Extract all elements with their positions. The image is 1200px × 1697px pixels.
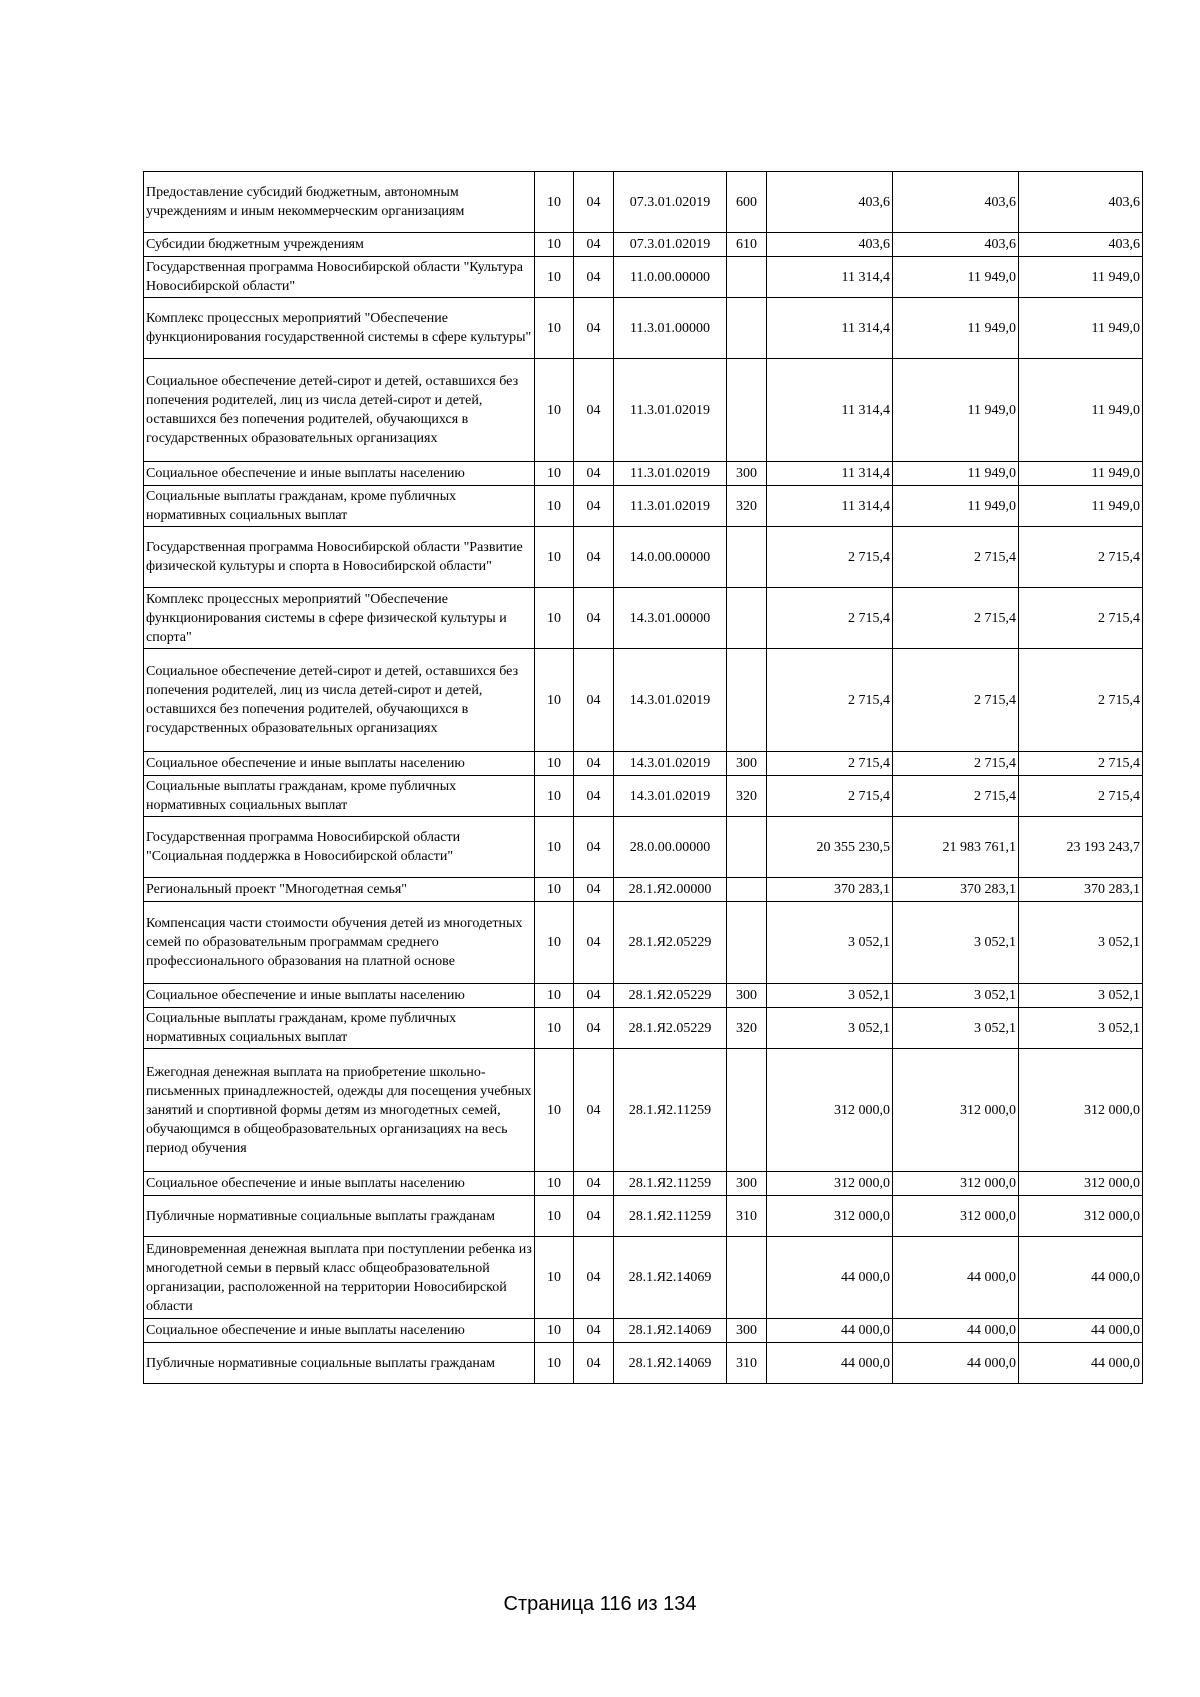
row-section: 10 — [535, 1172, 574, 1196]
row-name: Единовременная денежная выплата при поступлении ребенка из многодетной семьи в первый класс общеобразовательной организации, расположенной на территории Новосибирской области — [144, 1237, 535, 1319]
row-expense-type: 300 — [727, 462, 767, 486]
row-amount-year-1: 11 314,4 — [767, 462, 893, 486]
row-expense-type — [727, 359, 767, 462]
row-amount-year-3: 403,6 — [1019, 233, 1143, 257]
row-amount-year-1: 44 000,0 — [767, 1343, 893, 1384]
row-name: Государственная программа Новосибирской области "Развитие физической культуры и спорта в Новосибирской области" — [144, 527, 535, 588]
row-expense-type: 310 — [727, 1343, 767, 1384]
row-expense-type: 300 — [727, 1172, 767, 1196]
row-name: Социальное обеспечение и иные выплаты населению — [144, 462, 535, 486]
row-expense-type: 610 — [727, 233, 767, 257]
row-amount-year-2: 11 949,0 — [893, 359, 1019, 462]
row-amount-year-2: 21 983 761,1 — [893, 817, 1019, 878]
table-row — [144, 257, 1143, 298]
row-amount-year-3: 11 949,0 — [1019, 359, 1143, 462]
row-target-code: 11.3.01.02019 — [614, 486, 727, 527]
row-name: Социальное обеспечение детей-сирот и детей, оставшихся без попечения родителей, лиц из числа детей-сирот и детей, оставшихся без попечения родителей, обучающихся в государственных образовательных организациях — [144, 649, 535, 752]
row-subsection: 04 — [574, 298, 614, 359]
row-amount-year-2: 2 715,4 — [893, 649, 1019, 752]
row-amount-year-2: 3 052,1 — [893, 902, 1019, 984]
row-subsection: 04 — [574, 1196, 614, 1237]
row-amount-year-3: 3 052,1 — [1019, 902, 1143, 984]
row-expense-type — [727, 1049, 767, 1172]
table-row — [144, 172, 1143, 233]
row-amount-year-3: 312 000,0 — [1019, 1049, 1143, 1172]
row-name: Государственная программа Новосибирской области "Культура Новосибирской области" — [144, 257, 535, 298]
table-row — [144, 817, 1143, 878]
row-amount-year-2: 11 949,0 — [893, 486, 1019, 527]
row-section: 10 — [535, 172, 574, 233]
row-amount-year-3: 403,6 — [1019, 172, 1143, 233]
row-amount-year-3: 11 949,0 — [1019, 257, 1143, 298]
row-subsection: 04 — [574, 257, 614, 298]
row-name: Комплекс процессных мероприятий "Обеспечение функционирования государственной системы в сфере культуры" — [144, 298, 535, 359]
row-name: Публичные нормативные социальные выплаты гражданам — [144, 1196, 535, 1237]
row-amount-year-3: 44 000,0 — [1019, 1343, 1143, 1384]
row-amount-year-3: 23 193 243,7 — [1019, 817, 1143, 878]
row-target-code: 07.3.01.02019 — [614, 172, 727, 233]
table-row — [144, 984, 1143, 1008]
row-target-code: 14.0.00.00000 — [614, 527, 727, 588]
row-amount-year-3: 312 000,0 — [1019, 1172, 1143, 1196]
row-target-code: 14.3.01.00000 — [614, 588, 727, 649]
row-name: Компенсация части стоимости обучения детей из многодетных семей по образовательным программам среднего профессионального образования на платной основе — [144, 902, 535, 984]
table-row — [144, 649, 1143, 752]
row-expense-type — [727, 527, 767, 588]
row-amount-year-2: 11 949,0 — [893, 257, 1019, 298]
row-amount-year-3: 2 715,4 — [1019, 527, 1143, 588]
row-amount-year-2: 44 000,0 — [893, 1237, 1019, 1319]
row-amount-year-2: 312 000,0 — [893, 1196, 1019, 1237]
table-row — [144, 486, 1143, 527]
row-amount-year-1: 2 715,4 — [767, 649, 893, 752]
row-amount-year-1: 370 283,1 — [767, 878, 893, 902]
row-target-code: 28.1.Я2.11259 — [614, 1172, 727, 1196]
row-expense-type — [727, 817, 767, 878]
row-amount-year-2: 3 052,1 — [893, 984, 1019, 1008]
row-amount-year-1: 3 052,1 — [767, 1008, 893, 1049]
row-expense-type — [727, 257, 767, 298]
row-amount-year-1: 2 715,4 — [767, 527, 893, 588]
table-row — [144, 1172, 1143, 1196]
row-expense-type: 320 — [727, 1008, 767, 1049]
row-subsection: 04 — [574, 878, 614, 902]
row-subsection: 04 — [574, 776, 614, 817]
row-section: 10 — [535, 588, 574, 649]
row-subsection: 04 — [574, 1319, 614, 1343]
row-amount-year-1: 3 052,1 — [767, 984, 893, 1008]
row-section: 10 — [535, 984, 574, 1008]
row-amount-year-3: 370 283,1 — [1019, 878, 1143, 902]
row-amount-year-2: 3 052,1 — [893, 1008, 1019, 1049]
row-name: Социальное обеспечение детей-сирот и детей, оставшихся без попечения родителей, лиц из числа детей-сирот и детей, оставшихся без попечения родителей, обучающихся в государственных образовательных организациях — [144, 359, 535, 462]
table-row — [144, 233, 1143, 257]
row-expense-type — [727, 878, 767, 902]
row-section: 10 — [535, 1343, 574, 1384]
row-target-code: 28.1.Я2.05229 — [614, 1008, 727, 1049]
row-section: 10 — [535, 878, 574, 902]
row-amount-year-2: 2 715,4 — [893, 776, 1019, 817]
table-row — [144, 1319, 1143, 1343]
row-subsection: 04 — [574, 233, 614, 257]
row-name: Социальные выплаты гражданам, кроме публичных нормативных социальных выплат — [144, 486, 535, 527]
row-amount-year-1: 20 355 230,5 — [767, 817, 893, 878]
row-target-code: 07.3.01.02019 — [614, 233, 727, 257]
row-section: 10 — [535, 776, 574, 817]
row-section: 10 — [535, 1319, 574, 1343]
row-section: 10 — [535, 902, 574, 984]
row-amount-year-2: 312 000,0 — [893, 1172, 1019, 1196]
row-amount-year-3: 2 715,4 — [1019, 752, 1143, 776]
row-target-code: 28.1.Я2.11259 — [614, 1196, 727, 1237]
table-row — [144, 462, 1143, 486]
row-amount-year-3: 3 052,1 — [1019, 984, 1143, 1008]
table-row — [144, 359, 1143, 462]
row-name: Ежегодная денежная выплата на приобретение школьно-письменных принадлежностей, одежды для посещения учебных занятий и спортивной формы детям из многодетных семей, обучающимся в общеобразовательных организациях на весь период обучения — [144, 1049, 535, 1172]
row-section: 10 — [535, 486, 574, 527]
row-target-code: 28.1.Я2.05229 — [614, 902, 727, 984]
row-expense-type — [727, 588, 767, 649]
row-target-code: 28.0.00.00000 — [614, 817, 727, 878]
row-section: 10 — [535, 752, 574, 776]
row-amount-year-1: 403,6 — [767, 233, 893, 257]
row-target-code: 28.1.Я2.14069 — [614, 1319, 727, 1343]
row-amount-year-2: 44 000,0 — [893, 1343, 1019, 1384]
row-subsection: 04 — [574, 649, 614, 752]
row-amount-year-1: 11 314,4 — [767, 257, 893, 298]
table-row — [144, 1343, 1143, 1384]
row-amount-year-3: 44 000,0 — [1019, 1237, 1143, 1319]
row-amount-year-2: 403,6 — [893, 233, 1019, 257]
row-amount-year-2: 44 000,0 — [893, 1319, 1019, 1343]
row-target-code: 14.3.01.02019 — [614, 649, 727, 752]
row-subsection: 04 — [574, 1237, 614, 1319]
row-amount-year-3: 3 052,1 — [1019, 1008, 1143, 1049]
row-amount-year-2: 11 949,0 — [893, 462, 1019, 486]
row-amount-year-1: 312 000,0 — [767, 1196, 893, 1237]
row-section: 10 — [535, 527, 574, 588]
row-amount-year-2: 2 715,4 — [893, 588, 1019, 649]
row-target-code: 11.3.01.02019 — [614, 462, 727, 486]
row-amount-year-3: 312 000,0 — [1019, 1196, 1143, 1237]
row-subsection: 04 — [574, 1049, 614, 1172]
row-target-code: 28.1.Я2.05229 — [614, 984, 727, 1008]
row-expense-type: 300 — [727, 984, 767, 1008]
row-section: 10 — [535, 359, 574, 462]
row-subsection: 04 — [574, 172, 614, 233]
table-row — [144, 902, 1143, 984]
row-amount-year-2: 2 715,4 — [893, 752, 1019, 776]
row-section: 10 — [535, 649, 574, 752]
row-section: 10 — [535, 298, 574, 359]
row-expense-type — [727, 1237, 767, 1319]
row-section: 10 — [535, 817, 574, 878]
budget-table — [143, 171, 1143, 1384]
row-subsection: 04 — [574, 1343, 614, 1384]
table-row — [144, 527, 1143, 588]
row-name: Социальные выплаты гражданам, кроме публичных нормативных социальных выплат — [144, 776, 535, 817]
row-amount-year-1: 3 052,1 — [767, 902, 893, 984]
table-row — [144, 776, 1143, 817]
row-target-code: 11.3.01.00000 — [614, 298, 727, 359]
row-amount-year-3: 44 000,0 — [1019, 1319, 1143, 1343]
row-subsection: 04 — [574, 359, 614, 462]
row-name: Социальное обеспечение и иные выплаты населению — [144, 752, 535, 776]
row-subsection: 04 — [574, 462, 614, 486]
row-section: 10 — [535, 1008, 574, 1049]
row-target-code: 28.1.Я2.00000 — [614, 878, 727, 902]
table-row — [144, 588, 1143, 649]
row-amount-year-1: 403,6 — [767, 172, 893, 233]
row-amount-year-3: 11 949,0 — [1019, 298, 1143, 359]
row-amount-year-1: 2 715,4 — [767, 776, 893, 817]
row-name: Государственная программа Новосибирской области "Социальная поддержка в Новосибирской области" — [144, 817, 535, 878]
row-expense-type: 600 — [727, 172, 767, 233]
row-amount-year-1: 11 314,4 — [767, 486, 893, 527]
row-section: 10 — [535, 1237, 574, 1319]
row-section: 10 — [535, 1049, 574, 1172]
row-expense-type — [727, 298, 767, 359]
row-name: Публичные нормативные социальные выплаты гражданам — [144, 1343, 535, 1384]
row-name: Социальные выплаты гражданам, кроме публичных нормативных социальных выплат — [144, 1008, 535, 1049]
row-section: 10 — [535, 233, 574, 257]
row-target-code: 28.1.Я2.11259 — [614, 1049, 727, 1172]
row-subsection: 04 — [574, 752, 614, 776]
row-target-code: 14.3.01.02019 — [614, 752, 727, 776]
row-target-code: 28.1.Я2.14069 — [614, 1343, 727, 1384]
row-subsection: 04 — [574, 486, 614, 527]
page-number: Страница 116 из 134 — [503, 1593, 697, 1615]
row-target-code: 28.1.Я2.14069 — [614, 1237, 727, 1319]
table-row — [144, 1049, 1143, 1172]
row-name: Социальное обеспечение и иные выплаты населению — [144, 1319, 535, 1343]
row-amount-year-3: 11 949,0 — [1019, 486, 1143, 527]
row-amount-year-3: 2 715,4 — [1019, 588, 1143, 649]
table-row — [144, 1237, 1143, 1319]
row-amount-year-2: 370 283,1 — [893, 878, 1019, 902]
row-subsection: 04 — [574, 817, 614, 878]
row-expense-type — [727, 649, 767, 752]
row-target-code: 11.0.00.00000 — [614, 257, 727, 298]
row-amount-year-3: 2 715,4 — [1019, 649, 1143, 752]
row-subsection: 04 — [574, 984, 614, 1008]
table-row — [144, 298, 1143, 359]
row-subsection: 04 — [574, 1008, 614, 1049]
row-amount-year-3: 11 949,0 — [1019, 462, 1143, 486]
row-amount-year-2: 312 000,0 — [893, 1049, 1019, 1172]
row-amount-year-1: 312 000,0 — [767, 1049, 893, 1172]
row-amount-year-1: 2 715,4 — [767, 752, 893, 776]
row-section: 10 — [535, 257, 574, 298]
row-section: 10 — [535, 462, 574, 486]
row-amount-year-2: 2 715,4 — [893, 527, 1019, 588]
row-amount-year-1: 312 000,0 — [767, 1172, 893, 1196]
row-subsection: 04 — [574, 902, 614, 984]
row-subsection: 04 — [574, 527, 614, 588]
row-amount-year-1: 44 000,0 — [767, 1319, 893, 1343]
row-expense-type: 310 — [727, 1196, 767, 1237]
row-subsection: 04 — [574, 1172, 614, 1196]
row-target-code: 11.3.01.02019 — [614, 359, 727, 462]
row-name: Субсидии бюджетным учреждениям — [144, 233, 535, 257]
row-name: Предоставление субсидий бюджетным, автономным учреждениям и иным некоммерческим организациям — [144, 172, 535, 233]
row-name: Региональный проект "Многодетная семья" — [144, 878, 535, 902]
row-expense-type: 300 — [727, 752, 767, 776]
row-amount-year-2: 403,6 — [893, 172, 1019, 233]
row-expense-type: 320 — [727, 776, 767, 817]
row-amount-year-1: 2 715,4 — [767, 588, 893, 649]
row-expense-type: 320 — [727, 486, 767, 527]
table-row — [144, 1196, 1143, 1237]
row-amount-year-1: 11 314,4 — [767, 359, 893, 462]
row-amount-year-1: 44 000,0 — [767, 1237, 893, 1319]
row-name: Социальное обеспечение и иные выплаты населению — [144, 1172, 535, 1196]
row-amount-year-3: 2 715,4 — [1019, 776, 1143, 817]
row-name: Социальное обеспечение и иные выплаты населению — [144, 984, 535, 1008]
row-section: 10 — [535, 1196, 574, 1237]
table-row — [144, 878, 1143, 902]
table-row — [144, 752, 1143, 776]
table-row — [144, 1008, 1143, 1049]
row-expense-type: 300 — [727, 1319, 767, 1343]
row-amount-year-1: 11 314,4 — [767, 298, 893, 359]
row-amount-year-2: 11 949,0 — [893, 298, 1019, 359]
row-expense-type — [727, 902, 767, 984]
row-subsection: 04 — [574, 588, 614, 649]
row-target-code: 14.3.01.02019 — [614, 776, 727, 817]
row-name: Комплекс процессных мероприятий "Обеспечение функционирования системы в сфере физической культуры и спорта" — [144, 588, 535, 649]
